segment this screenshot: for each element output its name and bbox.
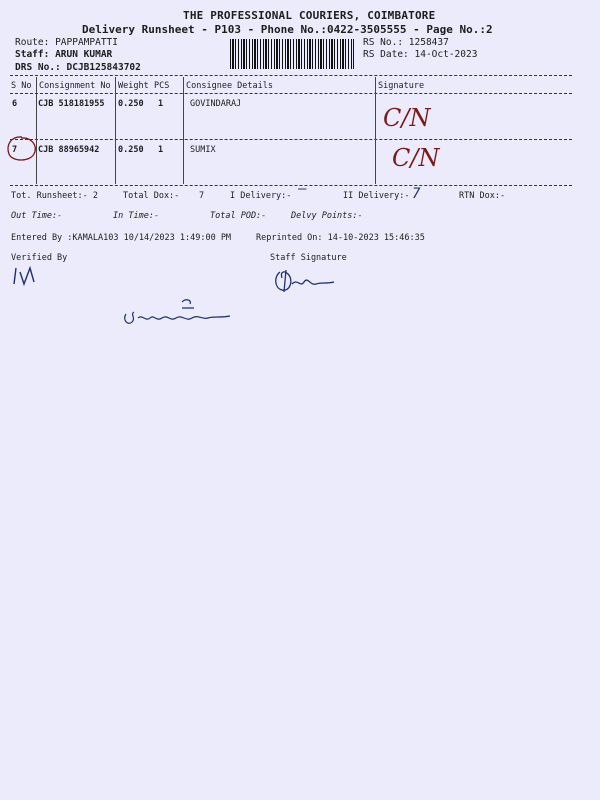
total-pod-label: Total POD:- [210,211,267,221]
entered-by: Entered By :KAMALA103 10/14/2023 1:49:00 PM [11,233,232,243]
i-delivery-label: I Delivery:- [230,191,292,201]
row-consignee: GOVINDARAJ [190,99,242,109]
rs-date-label: RS Date: [363,49,409,60]
staff-line [15,49,112,60]
ii-delivery-mark: 7 [412,186,421,202]
route-label: Route: [15,37,50,48]
rs-date-line [363,49,477,60]
col-divider [375,77,376,184]
table-top-rule [10,75,572,76]
col-divider [115,77,116,184]
tot-runsheet: Tot. Runsheet:- 2 [11,191,98,201]
ii-delivery-label: II Delivery:- [343,191,410,201]
col-header-pcs: PCS [154,81,170,91]
staff-label: Staff: [15,49,50,60]
col-divider [36,77,37,184]
col-header-signature: Signature [378,81,425,91]
drs-value: DCJB125843702 [66,62,141,73]
rs-date-value: 14-Oct-2023 [414,49,478,60]
row-consignment: CJB 518181955 [38,99,105,109]
row-sno: 7 [12,145,18,155]
in-time-label: In Time:- [113,211,160,221]
row-divider [10,139,572,140]
rs-no-label: RS No.: [363,37,404,48]
i-delivery-mark: — [298,181,307,197]
reprinted-on: Reprinted On: 14-10-2023 15:46:35 [256,233,425,243]
col-header-consignee: Consignee Details [186,81,273,91]
handwritten-note [120,296,240,330]
table-header-rule [10,93,572,94]
staff-signature-label: Staff Signature [270,253,347,263]
row-consignment: CJB 88965942 [38,145,100,155]
out-time-label: Out Time:- [11,211,63,221]
verified-by-label: Verified By [11,253,68,263]
rs-no-line [363,37,449,48]
route-line [15,37,118,48]
row-consignee: SUMIX [190,145,216,155]
rtn-dox-label: RTN Dox:- [459,191,506,201]
drs-line [15,62,141,73]
row-sno: 6 [12,99,18,109]
row-pcs: 1 [158,145,164,155]
row-weight: 0.250 [118,99,144,109]
row-pcs: 1 [158,99,164,109]
route-value: PAPPAMPATTI [55,37,118,48]
signature-row-2: C/N [392,144,440,172]
barcode [230,39,354,69]
col-header-weight: Weight [118,81,149,91]
col-header-consignment: Consignment No [39,81,111,91]
runsheet-subtitle: Delivery Runsheet - P103 - Phone No.:0422-3505555 - Page No.:2 [82,23,493,36]
col-header-sno: S No [11,81,32,91]
delvy-points-label: Delvy Points:- [291,211,363,221]
drs-label: DRS No.: [15,62,61,73]
table-bottom-rule [10,185,572,186]
company-title: THE PROFESSIONAL COURIERS, COIMBATORE [183,9,436,22]
staff-value: ARUN KUMAR [55,49,113,60]
verified-by-signature [12,264,46,288]
row-weight: 0.250 [118,145,144,155]
staff-signature [270,266,340,296]
handwritten-circle-mark [4,134,40,164]
col-divider [183,77,184,184]
total-dox-label: Total Dox:- [123,191,180,201]
signature-row-1: C/N [383,104,431,132]
rs-no-value: 1258437 [408,37,449,48]
total-dox-value: 7 [199,191,205,201]
